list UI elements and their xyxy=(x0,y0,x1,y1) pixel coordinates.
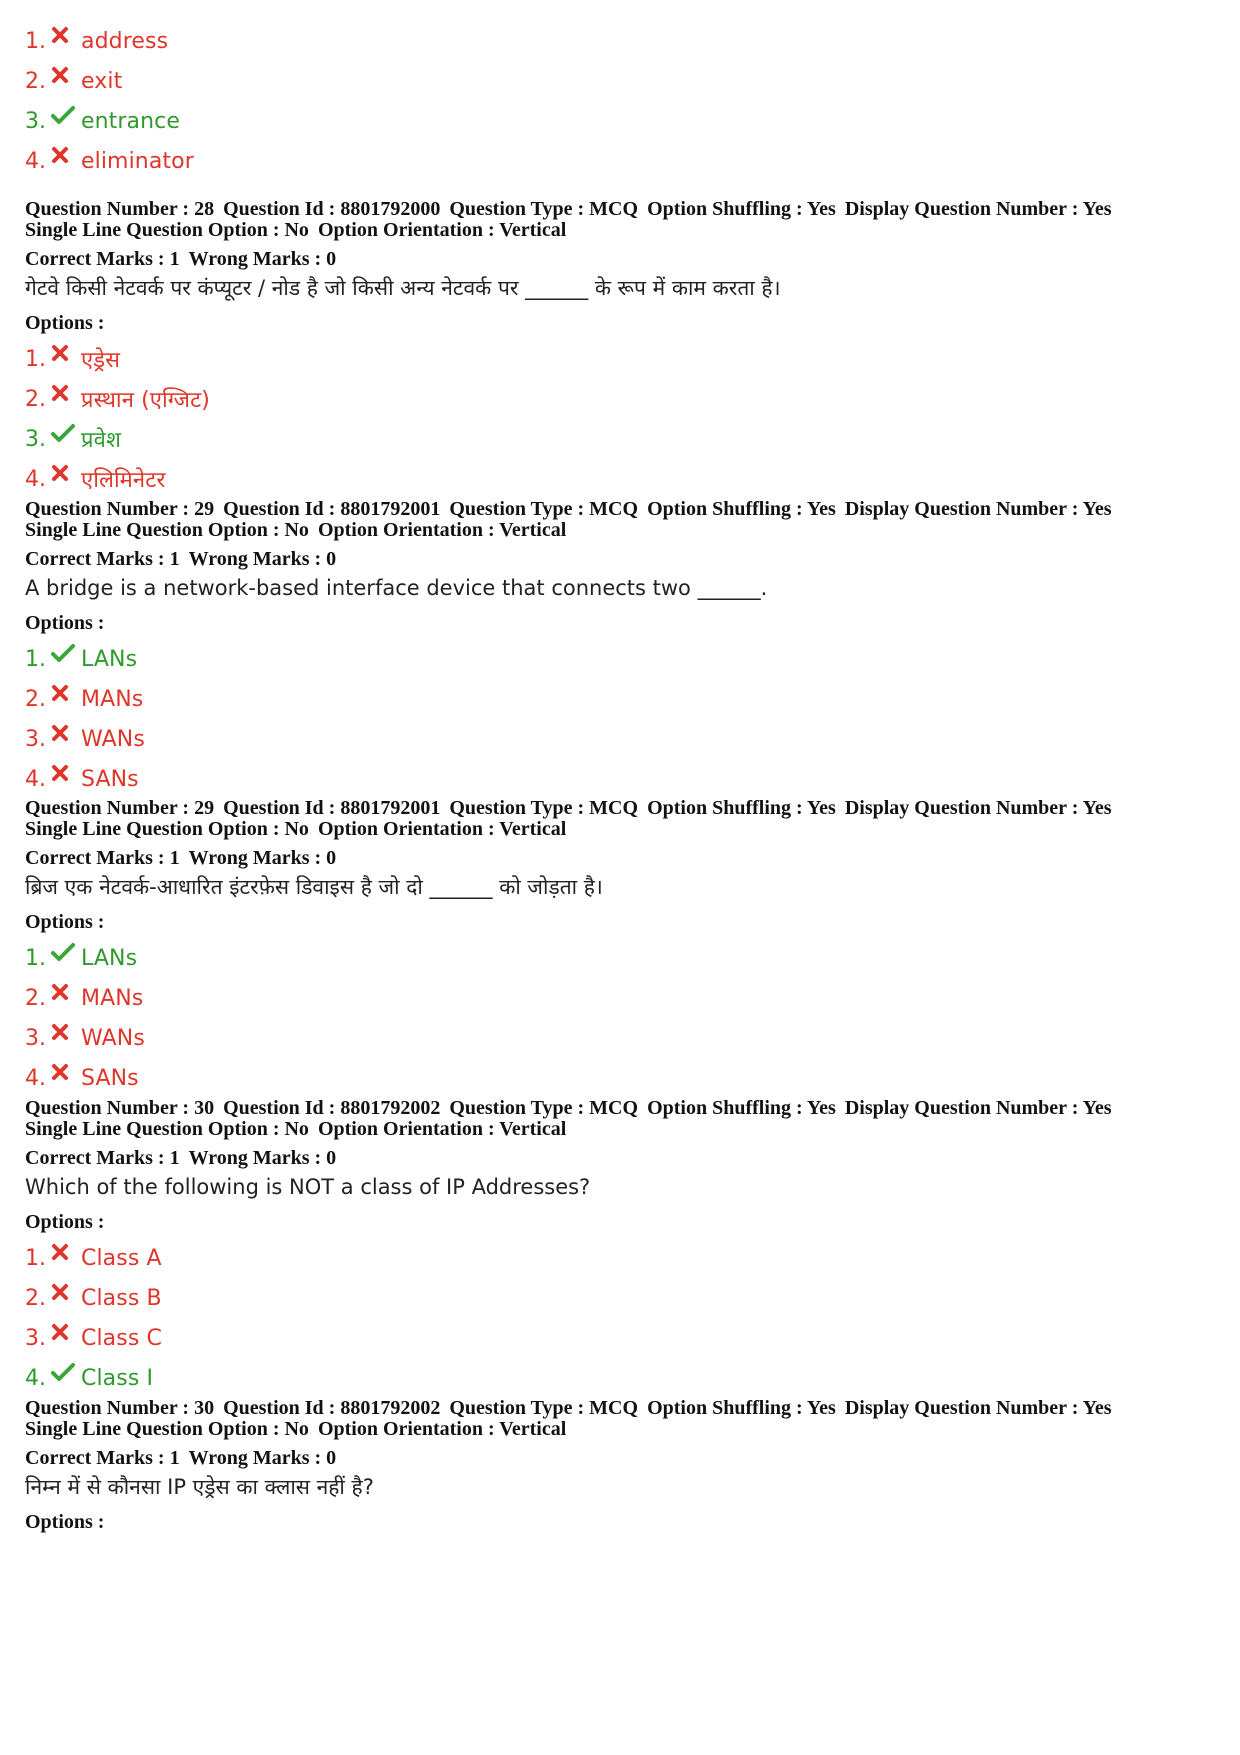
option-text: address xyxy=(81,28,169,54)
option-row xyxy=(25,1238,1215,1278)
option-text: एड्रेस xyxy=(81,348,121,373)
meta-field: Single Line Question Option : No xyxy=(25,219,309,241)
check-icon xyxy=(51,1362,81,1382)
option-text: eliminator xyxy=(81,148,194,174)
meta-field: Question Type : MCQ xyxy=(449,198,639,220)
meta-field: Option Orientation : Vertical xyxy=(317,1118,567,1140)
meta-field: Single Line Question Option : No xyxy=(25,1118,309,1140)
meta-field: Display Question Number : Yes xyxy=(844,797,1112,819)
option-number: 4. xyxy=(25,766,46,792)
marks-field: Wrong Marks : 0 xyxy=(188,1447,337,1469)
marks-line xyxy=(25,549,1215,570)
question-block-q28-hindi xyxy=(25,199,1215,499)
option-text: exit xyxy=(81,68,123,94)
question-meta-line xyxy=(25,798,1215,819)
cross-icon xyxy=(51,146,81,164)
meta-field: Question Type : MCQ xyxy=(449,498,639,520)
marks-field: Correct Marks : 1 xyxy=(25,248,180,270)
question-text: Which of the following is NOT a class of IP Addresses? xyxy=(25,1175,591,1199)
leading-options-list xyxy=(25,21,194,181)
option-number: 2. xyxy=(25,386,46,412)
question-text: गेटवे किसी नेटवर्क पर कंप्यूटर / नोड है जो किसी अन्य नेटवर्क पर ______ के रूप में काम करता है। xyxy=(25,276,781,300)
option-row xyxy=(25,938,1215,978)
meta-field: Display Question Number : Yes xyxy=(844,1097,1112,1119)
meta-field: Question Number : 29 xyxy=(25,498,215,520)
cross-icon xyxy=(51,464,81,482)
cross-icon xyxy=(51,1283,81,1301)
option-row xyxy=(25,61,194,101)
meta-field: Display Question Number : Yes xyxy=(844,198,1112,220)
marks-field: Wrong Marks : 0 xyxy=(188,248,337,270)
marks-line xyxy=(25,249,1215,270)
cross-icon xyxy=(51,1323,81,1341)
option-text: MANs xyxy=(81,686,144,712)
options-list xyxy=(25,339,1215,499)
cross-icon xyxy=(51,26,81,44)
option-number: 3. xyxy=(25,726,46,752)
options-label: Options : xyxy=(25,1511,105,1533)
option-number: 1. xyxy=(25,346,46,372)
marks-field: Correct Marks : 1 xyxy=(25,1447,180,1469)
cross-icon xyxy=(51,1023,81,1041)
marks-field: Correct Marks : 1 xyxy=(25,847,180,869)
option-number: 4. xyxy=(25,1065,46,1091)
meta-field: Single Line Question Option : No xyxy=(25,519,309,541)
meta-field: Option Shuffling : Yes xyxy=(647,498,836,520)
option-number: 2. xyxy=(25,1285,46,1311)
option-row xyxy=(25,379,1215,419)
option-number: 3. xyxy=(25,1025,46,1051)
option-number: 1. xyxy=(25,646,46,672)
cross-icon xyxy=(51,684,81,702)
meta-field: Option Shuffling : Yes xyxy=(647,797,836,819)
option-text: एलिमिनेटर xyxy=(81,468,166,493)
option-row xyxy=(25,459,1215,499)
meta-field: Question Number : 28 xyxy=(25,198,215,220)
marks-line xyxy=(25,848,1215,869)
option-row xyxy=(25,1058,1215,1098)
option-text: entrance xyxy=(81,108,181,134)
option-row xyxy=(25,21,194,61)
question-meta-line xyxy=(25,1398,1215,1419)
meta-field: Question Number : 30 xyxy=(25,1097,215,1119)
question-block-q29-english xyxy=(25,499,1215,799)
meta-field: Option Orientation : Vertical xyxy=(317,818,567,840)
option-row xyxy=(25,978,1215,1018)
meta-field: Question Number : 30 xyxy=(25,1397,215,1419)
option-text: प्रस्थान (एग्जिट) xyxy=(81,388,210,413)
option-row xyxy=(25,1358,1215,1398)
question-text: A bridge is a network-based interface device that connects two ______. xyxy=(25,576,768,600)
option-number: 3. xyxy=(25,426,46,452)
meta-field: Single Line Question Option : No xyxy=(25,1418,309,1440)
option-text: SANs xyxy=(81,1065,139,1091)
option-text: Class B xyxy=(81,1285,162,1311)
option-row xyxy=(25,101,194,141)
meta-field: Question Number : 29 xyxy=(25,797,215,819)
cross-icon xyxy=(51,724,81,742)
option-row xyxy=(25,141,194,181)
option-number: 4. xyxy=(25,466,46,492)
option-number: 3. xyxy=(25,108,46,134)
options-label: Options : xyxy=(25,1211,105,1233)
marks-field: Correct Marks : 1 xyxy=(25,548,180,570)
option-number: 1. xyxy=(25,28,46,54)
meta-field: Question Type : MCQ xyxy=(449,1097,639,1119)
cross-icon xyxy=(51,1063,81,1081)
question-meta-line xyxy=(25,499,1215,520)
option-text: SANs xyxy=(81,766,139,792)
cross-icon xyxy=(51,66,81,84)
question-text: ब्रिज एक नेटवर्क-आधारित इंटरफ़ेस डिवाइस है जो दो ______ को जोड़ता है। xyxy=(25,875,603,899)
option-text: Class I xyxy=(81,1365,154,1391)
option-text: LANs xyxy=(81,945,138,971)
question-text: निम्न में से कौनसा IP एड्रेस का क्लास नहीं है? xyxy=(25,1475,374,1499)
meta-field: Option Orientation : Vertical xyxy=(317,1418,567,1440)
meta-field: Single Line Question Option : No xyxy=(25,818,309,840)
option-text: WANs xyxy=(81,1025,145,1051)
marks-field: Wrong Marks : 0 xyxy=(188,548,337,570)
question-meta-line xyxy=(25,1419,1215,1440)
cross-icon xyxy=(51,764,81,782)
option-number: 1. xyxy=(25,1245,46,1271)
question-meta-line xyxy=(25,1119,1215,1140)
marks-line xyxy=(25,1148,1215,1169)
option-row xyxy=(25,1018,1215,1058)
question-meta-line xyxy=(25,1098,1215,1119)
check-icon xyxy=(51,643,81,663)
option-number: 4. xyxy=(25,1365,46,1391)
meta-field: Question Type : MCQ xyxy=(449,1397,639,1419)
option-number: 4. xyxy=(25,148,46,174)
check-icon xyxy=(51,423,81,443)
option-text: LANs xyxy=(81,646,138,672)
meta-field: Question Type : MCQ xyxy=(449,797,639,819)
meta-field: Question Id : 8801792002 xyxy=(223,1097,441,1119)
option-number: 2. xyxy=(25,68,46,94)
option-text: MANs xyxy=(81,985,144,1011)
question-meta-line xyxy=(25,220,1215,241)
cross-icon xyxy=(51,1243,81,1261)
options-label: Options : xyxy=(25,312,105,334)
question-meta-line xyxy=(25,199,1215,220)
marks-line xyxy=(25,1448,1215,1469)
meta-field: Option Orientation : Vertical xyxy=(317,519,567,541)
meta-field: Option Shuffling : Yes xyxy=(647,1397,836,1419)
option-row xyxy=(25,1278,1215,1318)
options-list xyxy=(25,639,1215,799)
option-row xyxy=(25,639,1215,679)
question-meta-line xyxy=(25,819,1215,840)
question-block-q30-hindi xyxy=(25,1398,1215,1534)
option-text: Class A xyxy=(81,1245,162,1271)
meta-field: Option Shuffling : Yes xyxy=(647,1097,836,1119)
options-label: Options : xyxy=(25,911,105,933)
meta-field: Question Id : 8801792002 xyxy=(223,1397,441,1419)
cross-icon xyxy=(51,344,81,362)
option-number: 2. xyxy=(25,686,46,712)
meta-field: Question Id : 8801792000 xyxy=(223,198,441,220)
option-text: प्रवेश xyxy=(81,428,122,453)
check-icon xyxy=(51,942,81,962)
option-number: 3. xyxy=(25,1325,46,1351)
option-number: 1. xyxy=(25,945,46,971)
question-block-q30-english xyxy=(25,1098,1215,1398)
option-text: Class C xyxy=(81,1325,162,1351)
marks-field: Correct Marks : 1 xyxy=(25,1147,180,1169)
check-icon xyxy=(51,105,81,125)
marks-field: Wrong Marks : 0 xyxy=(188,1147,337,1169)
options-label: Options : xyxy=(25,612,105,634)
meta-field: Option Shuffling : Yes xyxy=(647,198,836,220)
option-row xyxy=(25,419,1215,459)
option-row xyxy=(25,679,1215,719)
question-block-q29-hindi xyxy=(25,798,1215,1098)
meta-field: Question Id : 8801792001 xyxy=(223,498,441,520)
option-row xyxy=(25,719,1215,759)
meta-field: Option Orientation : Vertical xyxy=(317,219,567,241)
options-list xyxy=(25,938,1215,1098)
cross-icon xyxy=(51,983,81,1001)
meta-field: Display Question Number : Yes xyxy=(844,1397,1112,1419)
cross-icon xyxy=(51,384,81,402)
meta-field: Display Question Number : Yes xyxy=(844,498,1112,520)
marks-field: Wrong Marks : 0 xyxy=(188,847,337,869)
option-row xyxy=(25,339,1215,379)
question-meta-line xyxy=(25,520,1215,541)
option-text: WANs xyxy=(81,726,145,752)
options-list xyxy=(25,1238,1215,1398)
option-row xyxy=(25,759,1215,799)
option-row xyxy=(25,1318,1215,1358)
meta-field: Question Id : 8801792001 xyxy=(223,797,441,819)
option-number: 2. xyxy=(25,985,46,1011)
